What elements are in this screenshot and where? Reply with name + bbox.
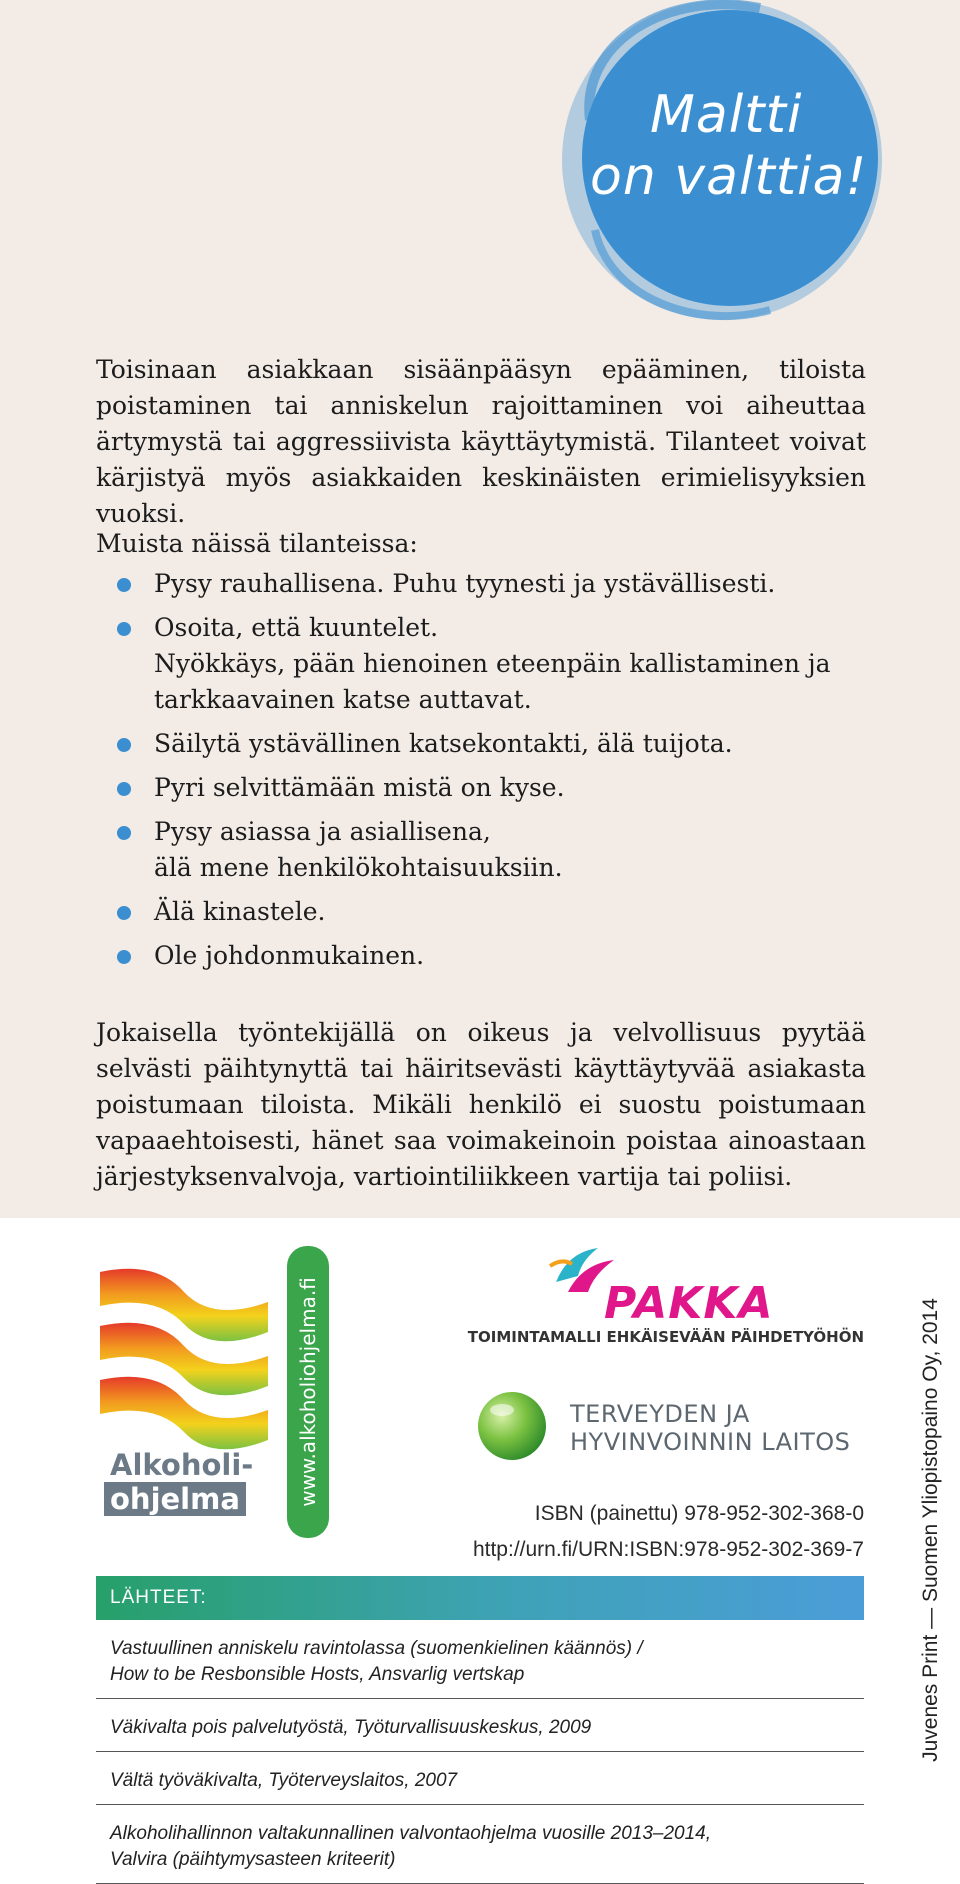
sources-list bbox=[96, 1620, 864, 1884]
list-item: Vältä työväkivalta, Työterveyslaitos, 2007 bbox=[96, 1752, 864, 1805]
list-item: Säilytä ystävällinen katsekontakti, älä tuijota. bbox=[96, 726, 856, 762]
list-item: Vastuullinen anniskelu ravintolassa (suomenkielinen käännös) / How to be Resbonsible Hosts, Ansvarlig vertskap bbox=[96, 1620, 864, 1699]
bullet-dot-icon bbox=[117, 950, 131, 964]
isbn-printed: ISBN (painettu) 978-952-302-368-0 bbox=[534, 1502, 864, 1525]
remember-label: Muista näissä tilanteissa: bbox=[96, 529, 418, 558]
printer-credit: Juvenes Print — Suomen Yliopistopaino Oy, 2014 bbox=[919, 1298, 942, 1762]
slogan-line-1: Maltti bbox=[650, 85, 803, 145]
list-item: Pysy rauhallisena. Puhu tyynesti ja ystävällisesti. bbox=[96, 566, 856, 602]
thl-logo-icon bbox=[474, 1388, 550, 1464]
isbn-urn[interactable]: http://urn.fi/URN:ISBN:978-952-302-369-7 bbox=[472, 1538, 864, 1561]
list-item: Pyri selvittämään mistä on kyse. bbox=[96, 770, 856, 806]
slogan bbox=[590, 84, 890, 208]
pakka-tagline: TOIMINTAMALLI EHKÄISEVÄÄN PÄIHDETYÖHÖN bbox=[467, 1328, 864, 1346]
bullet-dot-icon bbox=[117, 826, 131, 840]
list-item: Pysy asiassa ja asiallisena, älä mene henkilökohtaisuuksiin. bbox=[96, 814, 856, 886]
bullet-dot-icon bbox=[117, 622, 131, 636]
intro-paragraph: Toisinaan asiakkaan sisäänpääsyn epääminen, tiloista poistaminen tai anniskelun rajoittaminen voi aiheuttaa ärtymystä tai aggressiivista käyttäytymistä. Tilanteet voivat kärjistyä myös asiakkaiden keskinäisten erimielisyyksien vuoksi. bbox=[96, 355, 866, 528]
bullet-dot-icon bbox=[117, 782, 131, 796]
advice-list bbox=[96, 566, 856, 982]
list-item: Alkoholihallinnon valtakunnallinen valvontaohjelma vuosille 2013–2014, Valvira (päihtymysasteen kriteerit) bbox=[96, 1805, 864, 1884]
bullet-dot-icon bbox=[117, 738, 131, 752]
isbn-block bbox=[380, 1496, 864, 1568]
pakka-logo-text: PAKKA bbox=[604, 1278, 774, 1329]
list-item: Älä kinastele. bbox=[96, 894, 856, 930]
thl-logo-text: TERVEYDEN JA HYVINVOINNIN LAITOS bbox=[570, 1400, 851, 1456]
alkoholiohjelma-logo-text: Alkoholi- ohjelma bbox=[110, 1448, 270, 1516]
bullet-dot-icon bbox=[117, 578, 131, 592]
slogan-line-2: on valttia! bbox=[590, 147, 868, 207]
alkoholiohjelma-url-bar bbox=[287, 1246, 329, 1538]
list-item: Osoita, että kuuntelet. Nyökkäys, pään hienoinen eteenpäin kallistaminen ja tarkkaavainen katse auttavat. bbox=[96, 610, 856, 718]
sources-heading: LÄHTEET: bbox=[110, 1587, 207, 1608]
alkoholiohjelma-logo-icon bbox=[96, 1262, 272, 1462]
sources-heading-bar bbox=[96, 1576, 864, 1620]
list-item: Väkivalta pois palvelutyöstä, Työturvallisuuskeskus, 2009 bbox=[96, 1699, 864, 1752]
rights-paragraph: Jokaisella työntekijällä on oikeus ja velvollisuus pyytää selvästi päihtynyttä tai häiritsevästi käyttäytyvää asiakasta poistumaan tiloista. Mikäli henkilö ei suostu poistumaan vapaaehtoisesti, hänet saa voimakeinoin poistaa ainoastaan järjestyksenvalvoja, vartiointiliikkeen vartija tai poliisi. bbox=[96, 1018, 866, 1191]
alkoholiohjelma-url[interactable]: www.alkoholiohjelma.fi bbox=[296, 1277, 320, 1507]
list-item: Ole johdonmukainen. bbox=[96, 938, 856, 974]
bullet-dot-icon bbox=[117, 906, 131, 920]
